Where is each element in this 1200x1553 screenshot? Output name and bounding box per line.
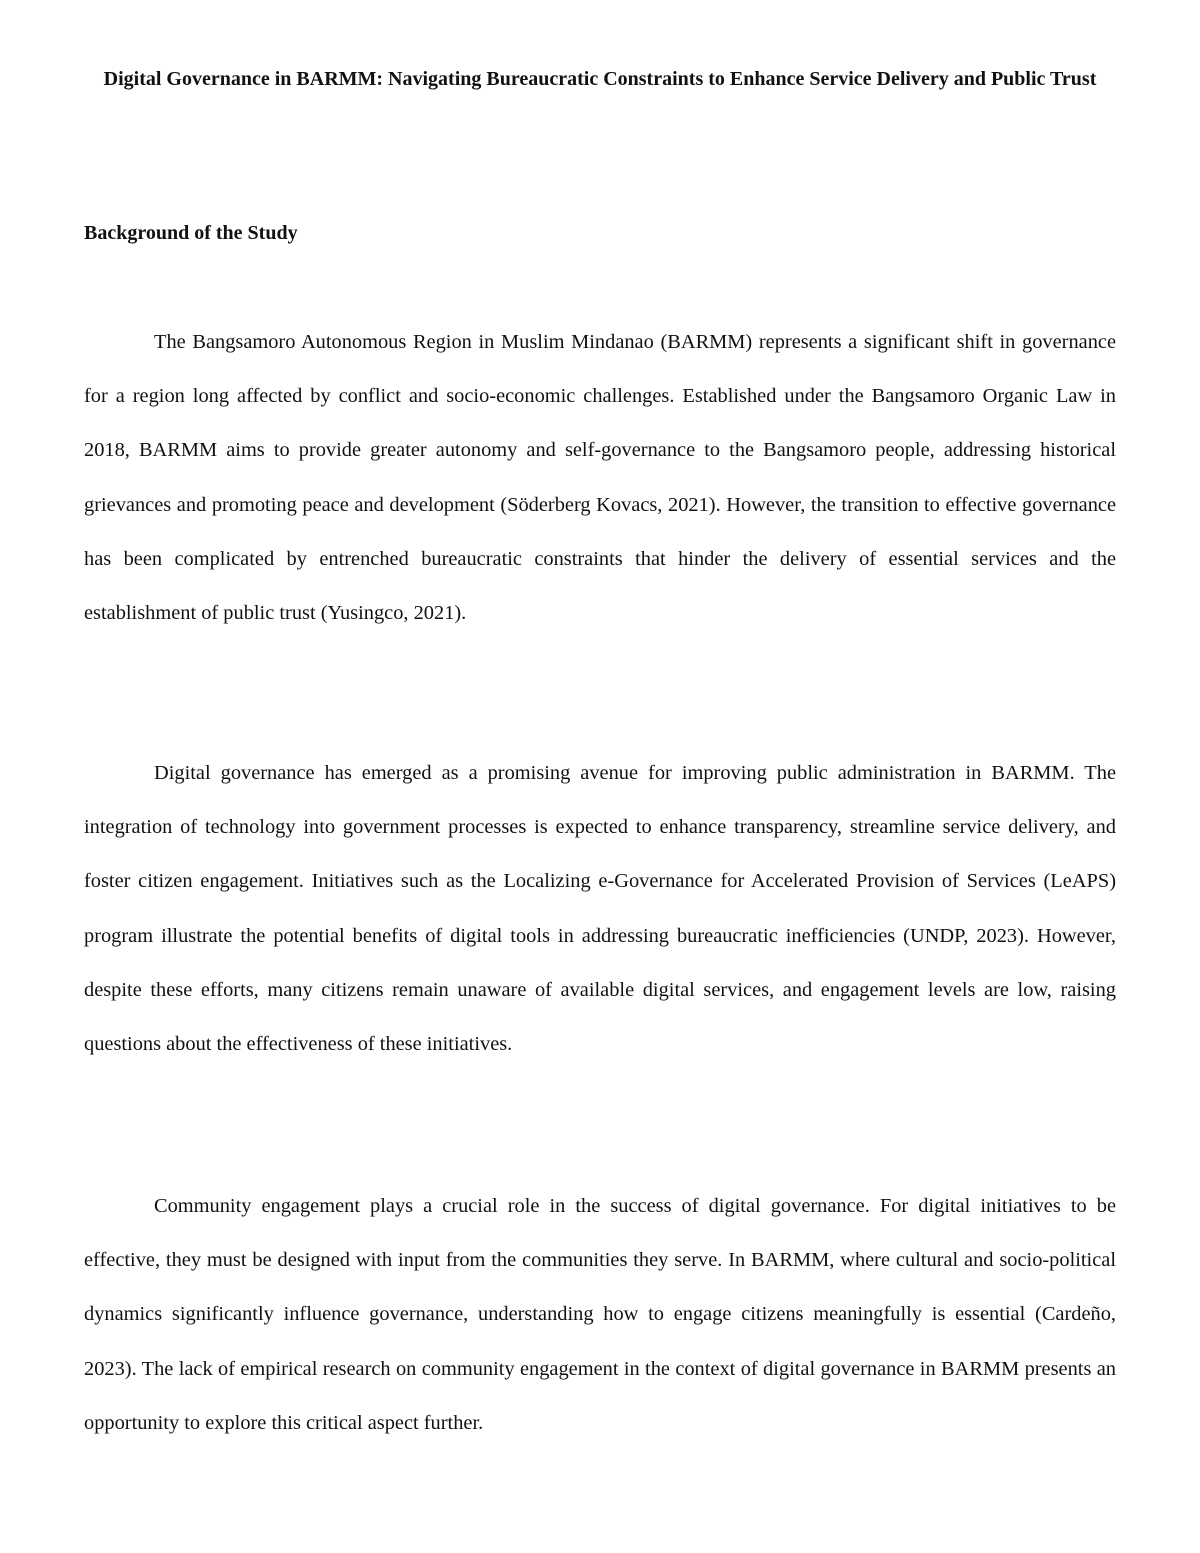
body-paragraph-2: Digital governance has emerged as a promising avenue for improving public administration in BARMM. The integration of technology into government processes is expected to enhance transparency, streamline service delivery, and foster citizen engagement. Initiatives such as the Localizing e-Governance for Accelerated Provision of Services (LeAPS) program illustrate the potential benefits of digital tools in addressing bureaucratic inefficiencies (UNDP, 2023). However, despite these efforts, many citizens remain unaware of available digital services, and engagement levels are low, raising questions about the effectiveness of these initiatives. bbox=[84, 762, 1116, 1056]
body-paragraph-1: The Bangsamoro Autonomous Region in Muslim Mindanao (BARMM) represents a significant shift in governance for a region long affected by conflict and socio-economic challenges. Established under the Bangsamoro Organic Law in 2018, BARMM aims to provide greater autonomy and self-governance to the Bangsamoro people, addressing historical grievances and promoting peace and development (Söderberg Kovacs, 2021). However, the transition to effective governance has been complicated by entrenched bureaucratic constraints that hinder the delivery of essential services and the establishment of public trust (Yusingco, 2021). bbox=[84, 331, 1116, 625]
body-paragraph-3: Community engagement plays a crucial role in the success of digital governance. For digital initiatives to be effective, they must be designed with input from the communities they serve. In BARMM, where cultural and socio-political dynamics significantly influence governance, understanding how to engage citizens meaningfully is essential (Cardeño, 2023). The lack of empirical research on community engagement in the context of digital governance in BARMM presents an opportunity to explore this critical aspect further. bbox=[84, 1195, 1116, 1434]
section-heading: Background of the Study bbox=[84, 222, 298, 244]
document-title: Digital Governance in BARMM: Navigating Bureaucratic Constraints to Enhance Service Delivery and Public Trust bbox=[103, 68, 1097, 90]
document-page bbox=[84, 0, 1116, 1553]
